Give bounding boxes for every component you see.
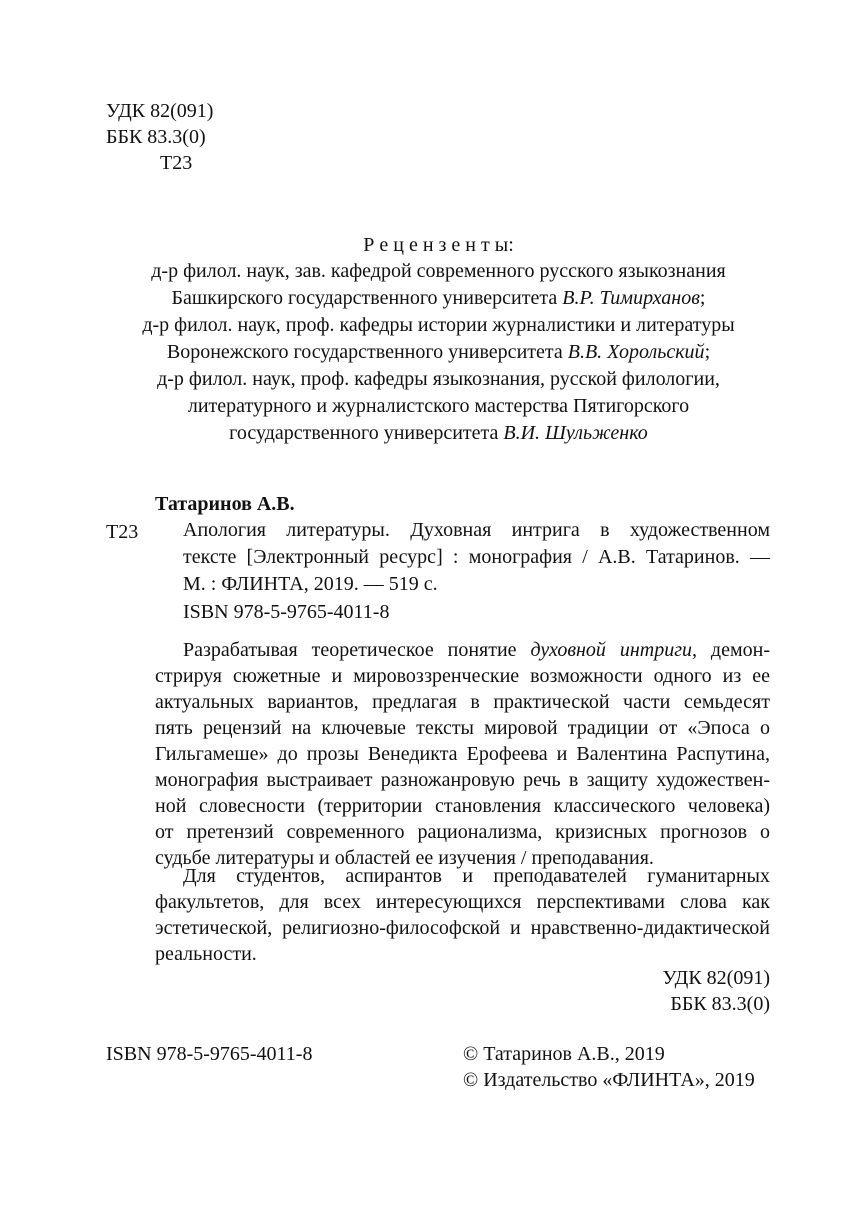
text-line: эстетической, религиозно-философской и нравственно-дидактической bbox=[155, 917, 770, 939]
abstract-paragraph-1 bbox=[155, 637, 770, 871]
text-line: актуальных вариантов, предлагая в практической части семьдесят bbox=[155, 691, 770, 713]
catalog-isbn: ISBN 978-5-9765-4011-8 bbox=[183, 601, 390, 623]
reviewer-line bbox=[0, 285, 857, 311]
reviewer-tail: ; bbox=[704, 341, 711, 363]
text-line: тексте [Электронный ресурс] : монография / А.В. Татаринов. — bbox=[183, 546, 770, 568]
text-line: М. : ФЛИНТА, 2019. — 519 с. bbox=[183, 573, 438, 595]
reviewer-text: Воронежского государственного университета bbox=[166, 341, 568, 363]
footer-isbn: ISBN 978-5-9765-4011-8 bbox=[106, 1043, 313, 1065]
text-line: Апология литературы. Духовная интрига в художественном bbox=[183, 519, 770, 541]
text-line: от претензий современного рационализма, кризисных прогнозов о bbox=[155, 821, 770, 843]
author-mark: Т23 bbox=[160, 152, 193, 174]
text-line: пять рецензий на ключевые тексты мировой традиции от «Эпоса о bbox=[155, 717, 770, 739]
reviewer-line bbox=[0, 393, 857, 419]
reviewer-text: Башкирского государственного университета bbox=[171, 287, 563, 309]
text-line: Разрабатывая теоретическое понятие духовной интриги, демон- bbox=[183, 639, 770, 661]
reviewer-line bbox=[0, 420, 857, 446]
catalog-author: Татаринов А.В. bbox=[155, 493, 295, 515]
text-line: факультетов, для всех интересующихся перспективами слова как bbox=[155, 891, 770, 913]
copyright-author: © Татаринов А.В., 2019 bbox=[463, 1043, 665, 1065]
text-line: реальности. bbox=[155, 943, 257, 965]
text-line: Гильгамеше» до прозы Венедикта Ерофеева и Валентина Распутина, bbox=[155, 743, 770, 765]
text-line: судьбе литературы и областей ее изучения / преподавания. bbox=[155, 847, 654, 869]
reviewer-text: д-р филол. наук, проф. кафедры истории журналистики и литературы bbox=[142, 314, 735, 336]
abstract-udk: УДК 82(091) bbox=[662, 967, 770, 989]
abstract-paragraph-2 bbox=[155, 863, 770, 967]
reviewers-title: Р е ц е н з е н т ы: bbox=[363, 234, 514, 256]
reviewer-line bbox=[0, 339, 857, 365]
reviewer-line bbox=[0, 312, 857, 338]
copyright-publisher: © Издательство «ФЛИНТА», 2019 bbox=[463, 1069, 755, 1091]
reviewer-text: д-р филол. наук, зав. кафедрой современного русского языкознания bbox=[151, 260, 726, 282]
reviewer-text: литературного и журналистского мастерства Пятигорского bbox=[187, 395, 690, 417]
udk-code: УДК 82(091) bbox=[106, 100, 214, 122]
italic-term: духовной интриги bbox=[530, 639, 693, 661]
text-line: стрируя сюжетные и мировоззренческие возможности одного из ее bbox=[155, 665, 770, 687]
bbk-code: ББК 83.3(0) bbox=[106, 126, 206, 148]
abstract-bbk: ББК 83.3(0) bbox=[670, 993, 770, 1015]
text-line: монография выстраивает разножанровую речь в защиту художествен- bbox=[155, 769, 770, 791]
reviewer-text: д-р филол. наук, проф. кафедры языкознания, русской филологии, bbox=[157, 368, 720, 390]
catalog-mark: Т23 bbox=[106, 521, 139, 543]
reviewer-line bbox=[0, 366, 857, 392]
reviewer-name: В.В. Хорольский bbox=[567, 341, 705, 363]
reviewer-text: государственного университета bbox=[229, 422, 504, 444]
catalog-description bbox=[183, 517, 770, 598]
text-line: ной словесности (территории становления классического человека) bbox=[155, 795, 770, 817]
reviewer-name: В.И. Шульженко bbox=[503, 422, 648, 444]
reviewer-line bbox=[0, 258, 857, 284]
reviewer-name: В.Р. Тимирханов bbox=[562, 287, 700, 309]
text-line: Для студентов, аспирантов и преподавателей гуманитарных bbox=[183, 865, 770, 887]
reviewer-tail: ; bbox=[699, 287, 706, 309]
